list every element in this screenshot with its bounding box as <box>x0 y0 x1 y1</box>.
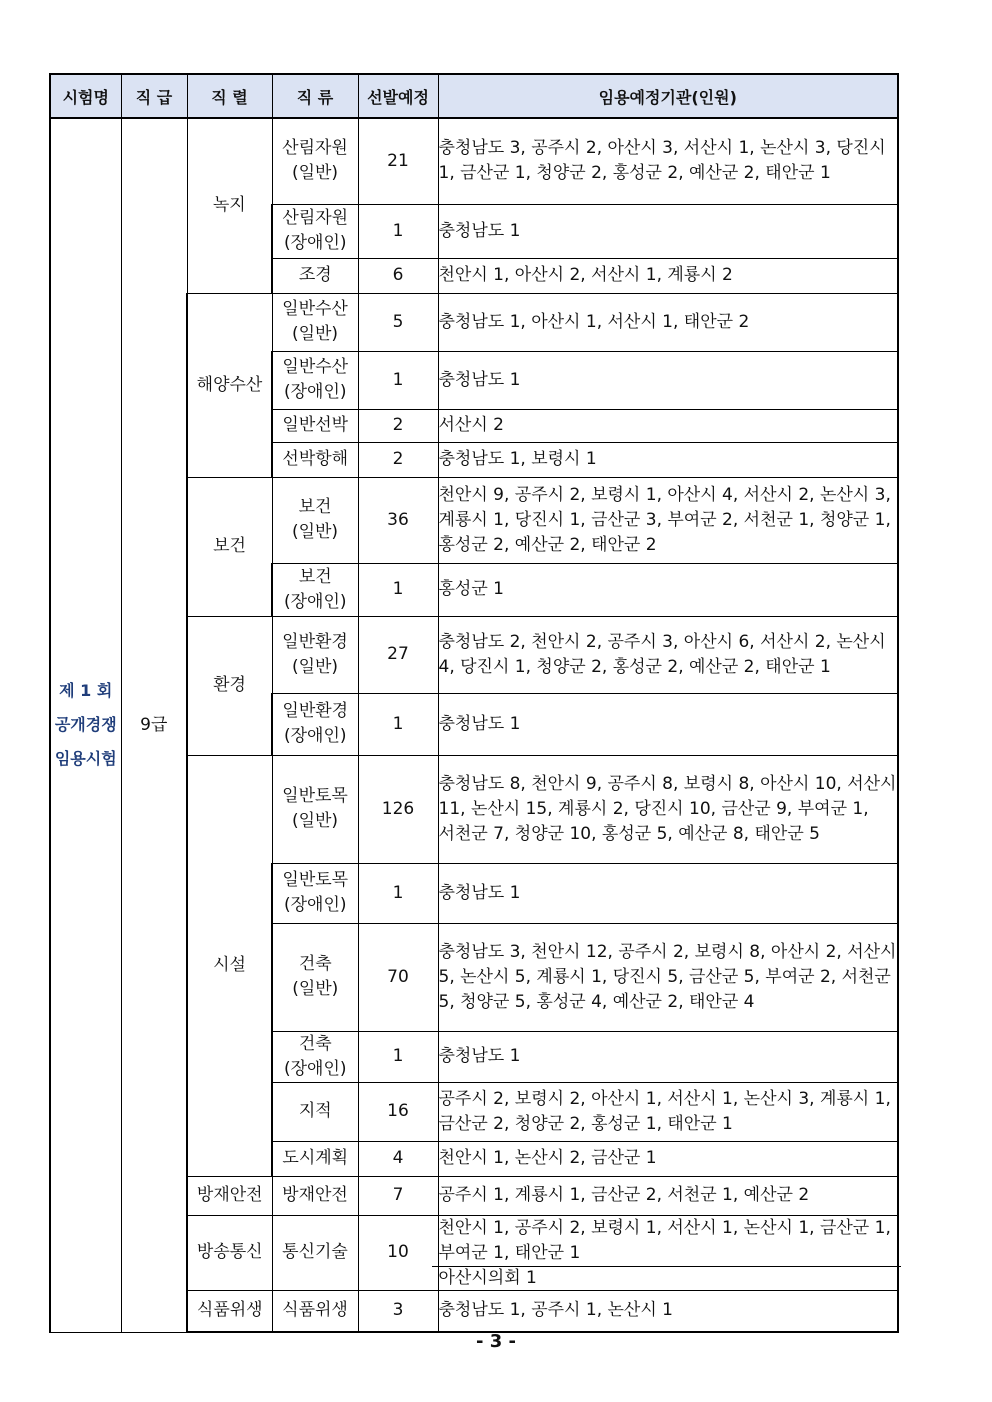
header-class: 직 류 <box>272 74 358 118</box>
series-cell: 시설 <box>187 755 272 1176</box>
count-cell: 126 <box>358 755 438 863</box>
agencies-cell: 서산시 2 <box>438 409 898 442</box>
header-agencies: 임용예정기관(인원) <box>438 74 898 118</box>
count-cell: 1 <box>358 204 438 258</box>
count-cell: 1 <box>358 693 438 755</box>
agencies-cell: 천안시 1, 아산시 2, 서산시 1, 계룡시 2 <box>438 258 898 293</box>
agencies-cell: 충청남도 8, 천안시 9, 공주시 8, 보령시 8, 아산시 10, 서산시 11, 논산시 15, 계룡시 2, 당진시 10, 금산군 9, 부여군 1, 서천군 7, 청양군 10, 홍성군 5, 예산군 8, 태안군 5 <box>438 755 898 863</box>
recruitment-table <box>49 73 899 1333</box>
agencies-cell: 충청남도 2, 천안시 2, 공주시 3, 아산시 6, 서산시 2, 논산시 4, 당진시 1, 청양군 2, 홍성군 2, 예산군 2, 태안군 1 <box>438 616 898 693</box>
count-cell: 6 <box>358 258 438 293</box>
agencies-cell: 충청남도 1, 아산시 1, 서산시 1, 태안군 2 <box>438 293 898 351</box>
class-cell: 산림자원 (일반) <box>272 118 358 204</box>
class-cell: 산림자원 (장애인) <box>272 204 358 258</box>
class-cell: 건축 (일반) <box>272 923 358 1031</box>
exam-line-2: 공개경쟁 <box>54 715 117 735</box>
class-cell: 일반수산 (일반) <box>272 293 358 351</box>
header-count: 선발예정 <box>358 74 438 118</box>
series-cell: 방송통신 <box>187 1215 272 1290</box>
header-exam: 시험명 <box>50 74 121 118</box>
agencies-cell: 충청남도 1 <box>438 1031 898 1082</box>
agencies-cell: 충청남도 1 <box>438 863 898 923</box>
count-cell: 1 <box>358 563 438 616</box>
count-cell: 5 <box>358 293 438 351</box>
count-cell: 7 <box>358 1176 438 1215</box>
series-cell: 방재안전 <box>187 1176 272 1215</box>
class-cell: 지적 <box>272 1082 358 1141</box>
agencies-line: 천안시 1, 공주시 2, 보령시 1, 서산시 1, 논산시 1, 금산군 1, 부여군 1, 태안군 1 <box>438 1218 891 1263</box>
series-cell: 환경 <box>187 616 272 755</box>
agencies-cell: 공주시 1, 계룡시 1, 금산군 2, 서천군 1, 예산군 2 <box>438 1176 898 1215</box>
agencies-cell: 충청남도 3, 공주시 2, 아산시 3, 서산시 1, 논산시 3, 당진시 1, 금산군 1, 청양군 2, 홍성군 2, 예산군 2, 태안군 1 <box>438 118 898 204</box>
agencies-cell: 충청남도 1, 공주시 1, 논산시 1 <box>438 1290 898 1332</box>
class-cell: 보건 (장애인) <box>272 563 358 616</box>
agencies-cell: 충청남도 1 <box>438 204 898 258</box>
exam-line-3: 임용시험 <box>54 749 117 769</box>
class-cell: 일반토목 (일반) <box>272 755 358 863</box>
count-cell: 16 <box>358 1082 438 1141</box>
count-cell: 27 <box>358 616 438 693</box>
class-cell: 통신기술 <box>272 1215 358 1290</box>
count-cell: 36 <box>358 477 438 563</box>
agencies-cell: 충청남도 3, 천안시 12, 공주시 2, 보령시 8, 아산시 2, 서산시 5, 논산시 5, 계룡시 1, 당진시 5, 금산군 5, 부여군 2, 서천군 5, 청양군 5, 홍성군 4, 예산군 2, 태안군 4 <box>438 923 898 1031</box>
class-cell: 건축 (장애인) <box>272 1031 358 1082</box>
class-cell: 보건 (일반) <box>272 477 358 563</box>
count-cell: 21 <box>358 118 438 204</box>
table-row <box>50 118 898 204</box>
agencies-cell: 충청남도 1 <box>438 351 898 409</box>
count-cell: 10 <box>358 1215 438 1290</box>
series-cell: 식품위생 <box>187 1290 272 1332</box>
agencies-cell: 충청남도 1, 보령시 1 <box>438 442 898 477</box>
count-cell: 4 <box>358 1141 438 1176</box>
grade-cell: 9급 <box>121 118 187 1332</box>
class-cell: 일반환경 (장애인) <box>272 693 358 755</box>
class-cell: 조경 <box>272 258 358 293</box>
series-cell: 보건 <box>187 477 272 616</box>
header-row <box>50 74 898 118</box>
class-cell: 일반환경 (일반) <box>272 616 358 693</box>
series-cell: 해양수산 <box>187 293 272 477</box>
class-cell: 방재안전 <box>272 1176 358 1215</box>
count-cell: 1 <box>358 863 438 923</box>
page-number: - 3 - <box>476 1331 516 1352</box>
agencies-cell: 천안시 1, 논산시 2, 금산군 1 <box>438 1141 898 1176</box>
class-cell: 일반토목 (장애인) <box>272 863 358 923</box>
agencies-cell: 천안시 9, 공주시 2, 보령시 1, 아산시 4, 서산시 2, 논산시 3, 계룡시 1, 당진시 1, 금산군 3, 부여군 2, 서천군 1, 청양군 1, 홍성군 2, 예산군 2, 태안군 2 <box>438 477 898 563</box>
agencies-cell <box>438 1215 898 1290</box>
count-cell: 70 <box>358 923 438 1031</box>
class-cell: 일반수산 (장애인) <box>272 351 358 409</box>
header-grade: 직 급 <box>121 74 187 118</box>
agencies-line-council: 아산시의회 1 <box>432 1266 902 1289</box>
count-cell: 2 <box>358 409 438 442</box>
count-cell: 3 <box>358 1290 438 1332</box>
count-cell: 1 <box>358 1031 438 1082</box>
agencies-cell: 충청남도 1 <box>438 693 898 755</box>
agencies-cell: 홍성군 1 <box>438 563 898 616</box>
agencies-cell: 공주시 2, 보령시 2, 아산시 1, 서산시 1, 논산시 3, 계룡시 1, 금산군 2, 청양군 2, 홍성군 1, 태안군 1 <box>438 1082 898 1141</box>
class-cell: 일반선박 <box>272 409 358 442</box>
exam-name-cell <box>50 118 121 1332</box>
class-cell: 선박항해 <box>272 442 358 477</box>
count-cell: 1 <box>358 351 438 409</box>
class-cell: 식품위생 <box>272 1290 358 1332</box>
exam-line-1: 제 1 회 <box>59 681 113 701</box>
series-cell: 녹지 <box>187 118 272 293</box>
header-series: 직 렬 <box>187 74 272 118</box>
count-cell: 2 <box>358 442 438 477</box>
class-cell: 도시계획 <box>272 1141 358 1176</box>
